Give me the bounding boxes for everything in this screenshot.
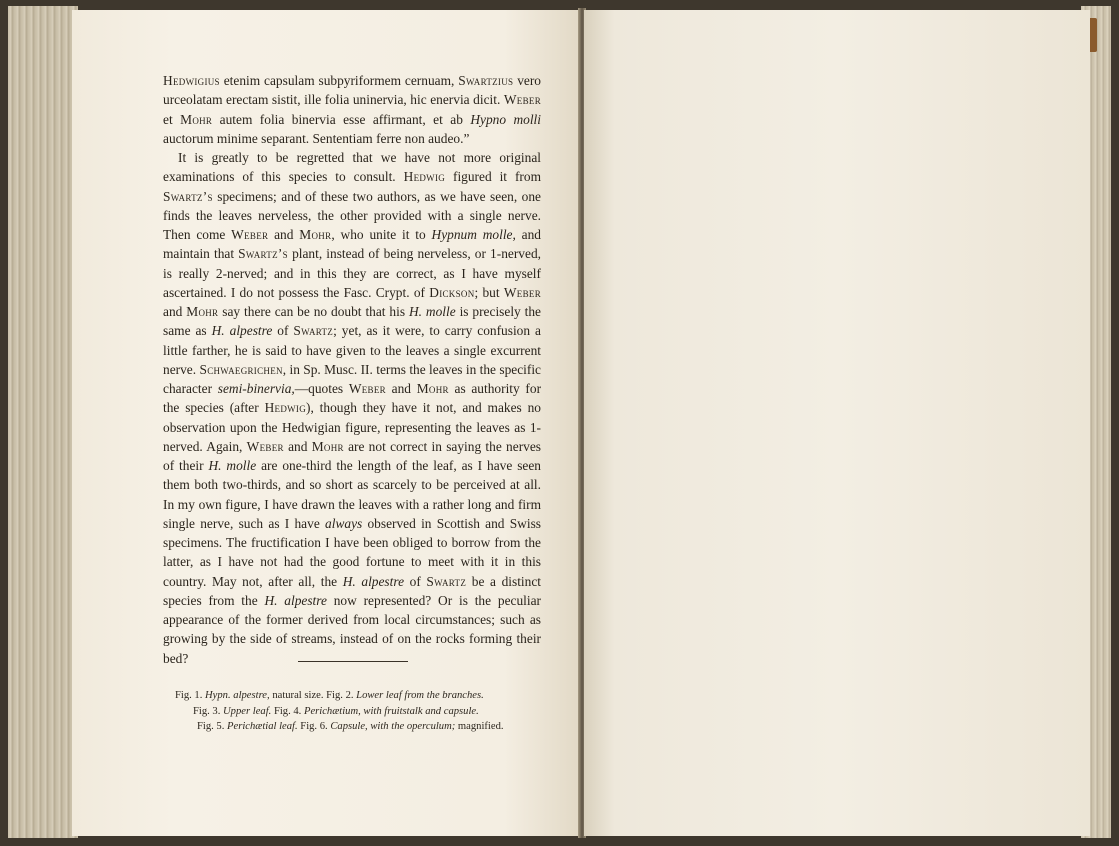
author-name: Mohr [416, 381, 449, 396]
body-text [163, 71, 541, 668]
text-run: Fig. 4. [271, 705, 304, 717]
author-name: Mohr [186, 304, 219, 319]
text-run: auctorum minime separant. Sententiam ferre non audeo.” [163, 130, 470, 146]
figure-captions [175, 688, 550, 735]
text-run: Fig. 1. [175, 690, 206, 701]
text-run: natural size. Fig. 2. [269, 690, 357, 701]
author-name: Weber [503, 284, 541, 300]
text-run: of [272, 323, 294, 339]
italic-text: Hypnum molle, [431, 227, 516, 242]
author-name: Weber [231, 227, 269, 242]
text-run: magnified. [455, 721, 504, 732]
text-run: etenim capsulam subpyriformem cernuam, [219, 73, 459, 88]
text-run: now represented? Or is the peculiar appearance of the former derived from local circumstances; such as growing by the side of streams, instead of on the rocks forming their bed? [163, 592, 541, 666]
text-run: of [404, 573, 427, 589]
author-name: Hedwig [403, 169, 446, 185]
italic-text: H. molle [408, 304, 456, 319]
author-name: Dickson [429, 284, 475, 300]
text-run: specimens; and of these two authors, as we have seen, one finds the leaves nerveless, the other provided with a single nerve. Then come [163, 188, 541, 242]
author-name: Hedwigius [163, 73, 220, 88]
text-run: observed in Scottish and Swiss specimens. The fructification I have been obliged to borrow from the latter, as I have not had the good fortune to meet with it in this country. May not, after all, the [163, 515, 541, 589]
text-run: and [385, 381, 417, 396]
italic-text: H. molle [208, 458, 257, 473]
author-name: Schwaegrichen [199, 361, 283, 377]
text-run: say there can be no doubt that his [218, 304, 409, 319]
text-run: and maintain that [163, 227, 541, 262]
text-run: and [163, 304, 187, 319]
text-run: as authority for the species (after [163, 381, 542, 416]
caption-line [175, 719, 550, 735]
text-run: are one-third the length of the leaf, as I have seen them both two-thirds, and so short as scarcely to be perceived at all. In my own figure, I have drawn the leaves with a rather long and firm single nerve, such as I have [163, 458, 541, 531]
italic-text: Lower leaf from the branches. [356, 690, 484, 701]
author-name: Mohr [311, 438, 344, 454]
author-name: Weber [246, 438, 284, 454]
text-run: autem folia binervia esse affirmant, et ab [212, 111, 471, 127]
text-run: It is greatly to be regretted that we have not more original examinations of this species to consult. [163, 150, 541, 185]
footnote-divider [298, 661, 408, 662]
author-name: Swartz [293, 323, 334, 339]
caption-line [175, 704, 550, 720]
author-name: Swartzius [458, 73, 514, 88]
italic-text: Hypno molli [470, 111, 542, 127]
text-run: figured it from [445, 169, 541, 185]
text-run: , who unite it to [331, 227, 432, 242]
author-name: Weber [503, 92, 541, 108]
text-run: Fig. 6. [297, 721, 331, 732]
italic-text: Capsule, with the operculum; [330, 721, 456, 732]
author-name: Weber [348, 381, 386, 396]
author-name: Mohr [180, 111, 213, 127]
author-name: Swartz’s [163, 188, 213, 204]
author-name: Swartz [426, 573, 467, 589]
paragraph-latin-quote [163, 71, 541, 148]
text-run: et [163, 111, 181, 127]
text-run: Fig. 3. [193, 705, 224, 717]
italic-text: H. alpestre [342, 573, 405, 589]
text-run: —quotes [294, 381, 349, 396]
caption-line [175, 688, 550, 704]
italic-text: Upper leaf. [223, 705, 272, 717]
text-run: is precisely the same as [163, 304, 542, 339]
text-run: , in Sp. Musc. II. terms the leaves in the specific character [163, 361, 542, 396]
italic-text: H. alpestre [264, 592, 327, 608]
author-name: Swartz’s [238, 246, 288, 262]
italic-text: Perichætium, with fruitstalk and capsule. [303, 705, 479, 717]
italic-text: Perichætial leaf. [227, 721, 298, 732]
paragraph-discussion [163, 148, 541, 668]
italic-text: semi-binervia, [217, 381, 295, 396]
text-run: plant, instead of being nerveless, or 1-nerved, is really 2-nerved; and in this they are correct, as I have myself ascertained. I do not possess the Fasc. Crypt. of [163, 246, 541, 300]
text-run: ), though they have it not, and makes no observation upon the Hedwigian figure, representing the leaves as 1-nerved. Again, [163, 400, 541, 454]
text-run: and [268, 227, 300, 242]
text-run: are not correct in saying the nerves of their [163, 438, 541, 473]
italic-text: H. alpestre [211, 323, 273, 339]
text-run: ; but [474, 284, 504, 300]
right-page-blank [584, 10, 1090, 836]
text-run: vero urceolatam erectam sistit, ille folia uninervia, hic enervia dicit. [163, 73, 541, 108]
left-page-edges [8, 6, 78, 838]
author-name: Mohr [299, 227, 332, 242]
text-run: and [283, 438, 312, 454]
text-run: Fig. 5. [197, 721, 228, 732]
author-name: Hedwig [264, 400, 307, 416]
text-run: ; yet, as it were, to carry confusion a little farther, he is said to have given to the leaves a single excurrent nerve. [163, 323, 541, 377]
italic-text: Hypn. alpestre, [205, 690, 270, 701]
italic-text: always [325, 515, 363, 531]
text-run: be a distinct species from the [163, 573, 541, 608]
